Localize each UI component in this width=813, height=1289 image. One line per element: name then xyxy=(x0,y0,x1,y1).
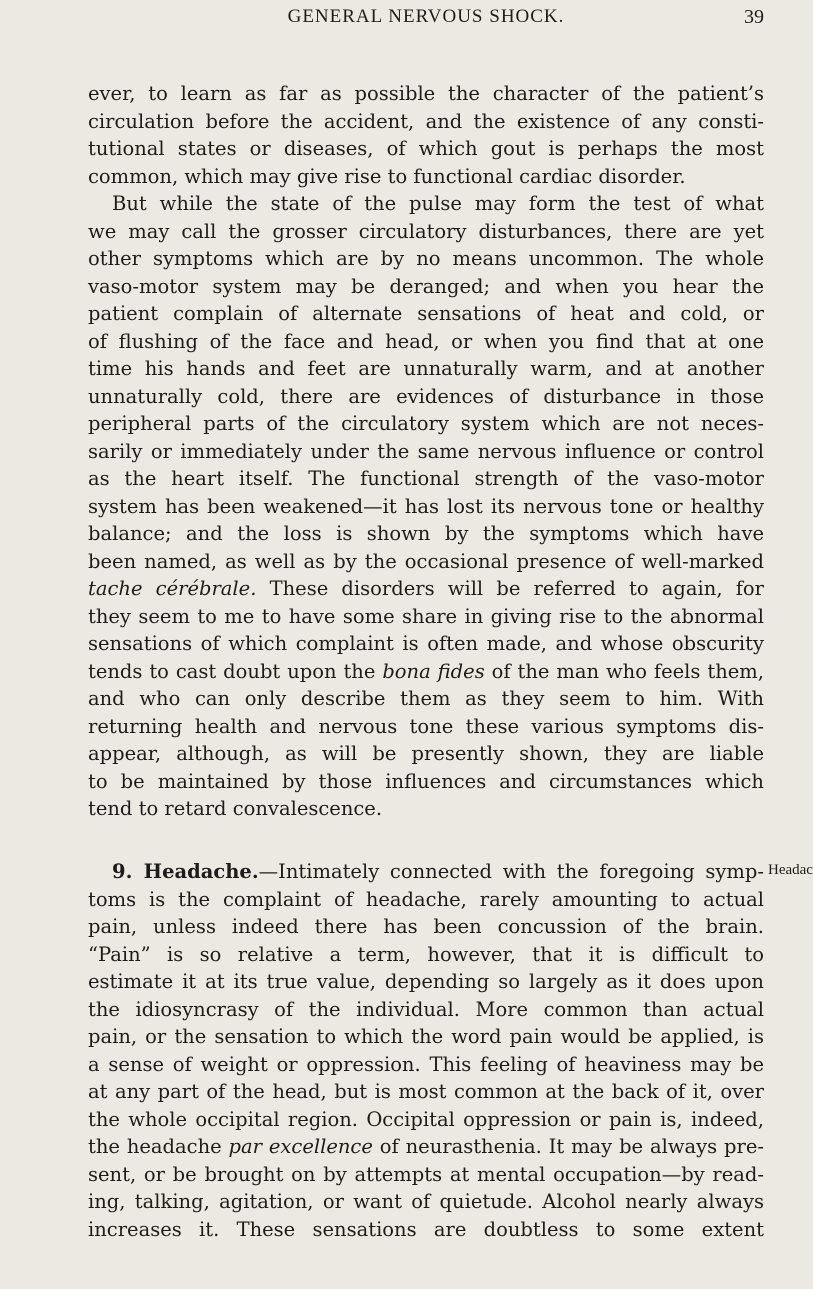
margin-note: Headac xyxy=(768,862,813,878)
text-run: of neurasthenia. It may be always pre- xyxy=(372,1135,764,1158)
text-line: returning health and nervous tone these various symptoms dis- xyxy=(88,714,764,738)
italic-phrase: tache cérébrale. xyxy=(88,577,257,600)
text-line: estimate it at its true value, depending so largely as it does upon xyxy=(88,970,764,993)
section-title: 9. Headache. xyxy=(112,860,259,883)
body-text-top xyxy=(88,80,764,823)
text-line: other symptoms which are by no means uncommon. The whole xyxy=(88,247,764,270)
text-line: they seem to me to have some share in giving rise to the abnormal xyxy=(88,604,764,628)
section-heading-line xyxy=(88,858,764,886)
text-line: been named, as well as by the occasional presence of well-marked xyxy=(88,549,764,573)
text-line xyxy=(88,1133,764,1161)
text-line: unnaturally cold, there are evidences of disturbance in those xyxy=(88,384,764,408)
text-line: tend to retard convalescence. xyxy=(88,797,383,820)
body-text-section-9 xyxy=(88,858,764,1243)
text-line: ever, to learn as far as possible the character of the patient’s xyxy=(88,82,764,105)
text-line: we may call the grosser circulatory disturbances, there are yet xyxy=(88,219,764,243)
text-line: common, which may give rise to functional cardiac disorder. xyxy=(88,164,686,188)
text-line: toms is the complaint of headache, rarely amounting to actual xyxy=(88,887,764,911)
text-line: system has been weakened—it has lost its nervous tone or healthy xyxy=(88,494,764,518)
text-line: of flushing of the face and head, or when you find that at one xyxy=(88,329,764,353)
page-header xyxy=(88,6,764,42)
text-line: “Pain” is so relative a term, however, that it is difficult to xyxy=(88,942,764,966)
text-line: and who can only describe them as they seem to him. With xyxy=(88,687,764,710)
text-run: the headache xyxy=(88,1135,229,1158)
text-line: peripheral parts of the circulatory system which are not neces- xyxy=(88,412,764,435)
text-line xyxy=(88,658,764,686)
text-line: balance; and the loss is shown by the symptoms which have xyxy=(88,522,764,545)
text-line: to be maintained by those influences and circumstances which xyxy=(88,769,764,793)
text-line: pain, or the sensation to which the word pain would be applied, is xyxy=(88,1025,764,1048)
italic-phrase: par excellence xyxy=(228,1135,373,1158)
italic-phrase: bona fides xyxy=(382,659,485,683)
text-line: appear, although, as will be presently shown, they are liable xyxy=(88,742,764,765)
text-line: the idiosyncrasy of the individual. More common than actual xyxy=(88,997,764,1021)
text-line: pain, unless indeed there has been concussion of the brain. xyxy=(88,915,764,938)
running-head: GENERAL NERVOUS SHOCK. xyxy=(287,6,565,27)
text-line: as the heart itself. The functional strength of the vaso-motor xyxy=(88,467,764,490)
text-line: sarily or immediately under the same nervous influence or control xyxy=(88,439,764,463)
text-line: But while the state of the pulse may form the test of what xyxy=(112,192,764,215)
text-line: ing, talking, agitation, or want of quietude. Alcohol nearly always xyxy=(88,1190,764,1213)
text-line: patient complain of alternate sensations of heat and cold, or xyxy=(88,302,764,325)
text-line: time his hands and feet are unnaturally warm, and at another xyxy=(88,357,764,380)
text-line: increases it. These sensations are doubtless to some extent xyxy=(88,1217,764,1241)
text-line: sensations of which complaint is often made, and whose obscurity xyxy=(88,632,764,655)
text-line: at any part of the head, but is most common at the back of it, over xyxy=(88,1080,764,1103)
text-line: sent, or be brought on by attempts at mental occupation—by read- xyxy=(88,1162,764,1186)
text-line: tutional states or diseases, of which gout is perhaps the most xyxy=(88,137,764,160)
text-line xyxy=(88,575,764,603)
text-line: the whole occipital region. Occipital oppression or pain is, indeed, xyxy=(88,1107,764,1131)
text-run: tends to cast doubt upon the xyxy=(88,659,383,683)
text-run: —Intimately connected with the foregoing symp- xyxy=(258,860,764,883)
text-line: vaso-motor system may be deranged; and when you hear the xyxy=(88,274,764,298)
text-line: a sense of weight or oppression. This feeling of heaviness may be xyxy=(88,1052,764,1076)
page-number: 39 xyxy=(744,6,764,28)
text-line: circulation before the accident, and the existence of any consti- xyxy=(88,109,764,133)
text-run: of the man who feels them, xyxy=(484,659,764,683)
text-run: These disorders will be referred to again, for xyxy=(256,577,764,600)
